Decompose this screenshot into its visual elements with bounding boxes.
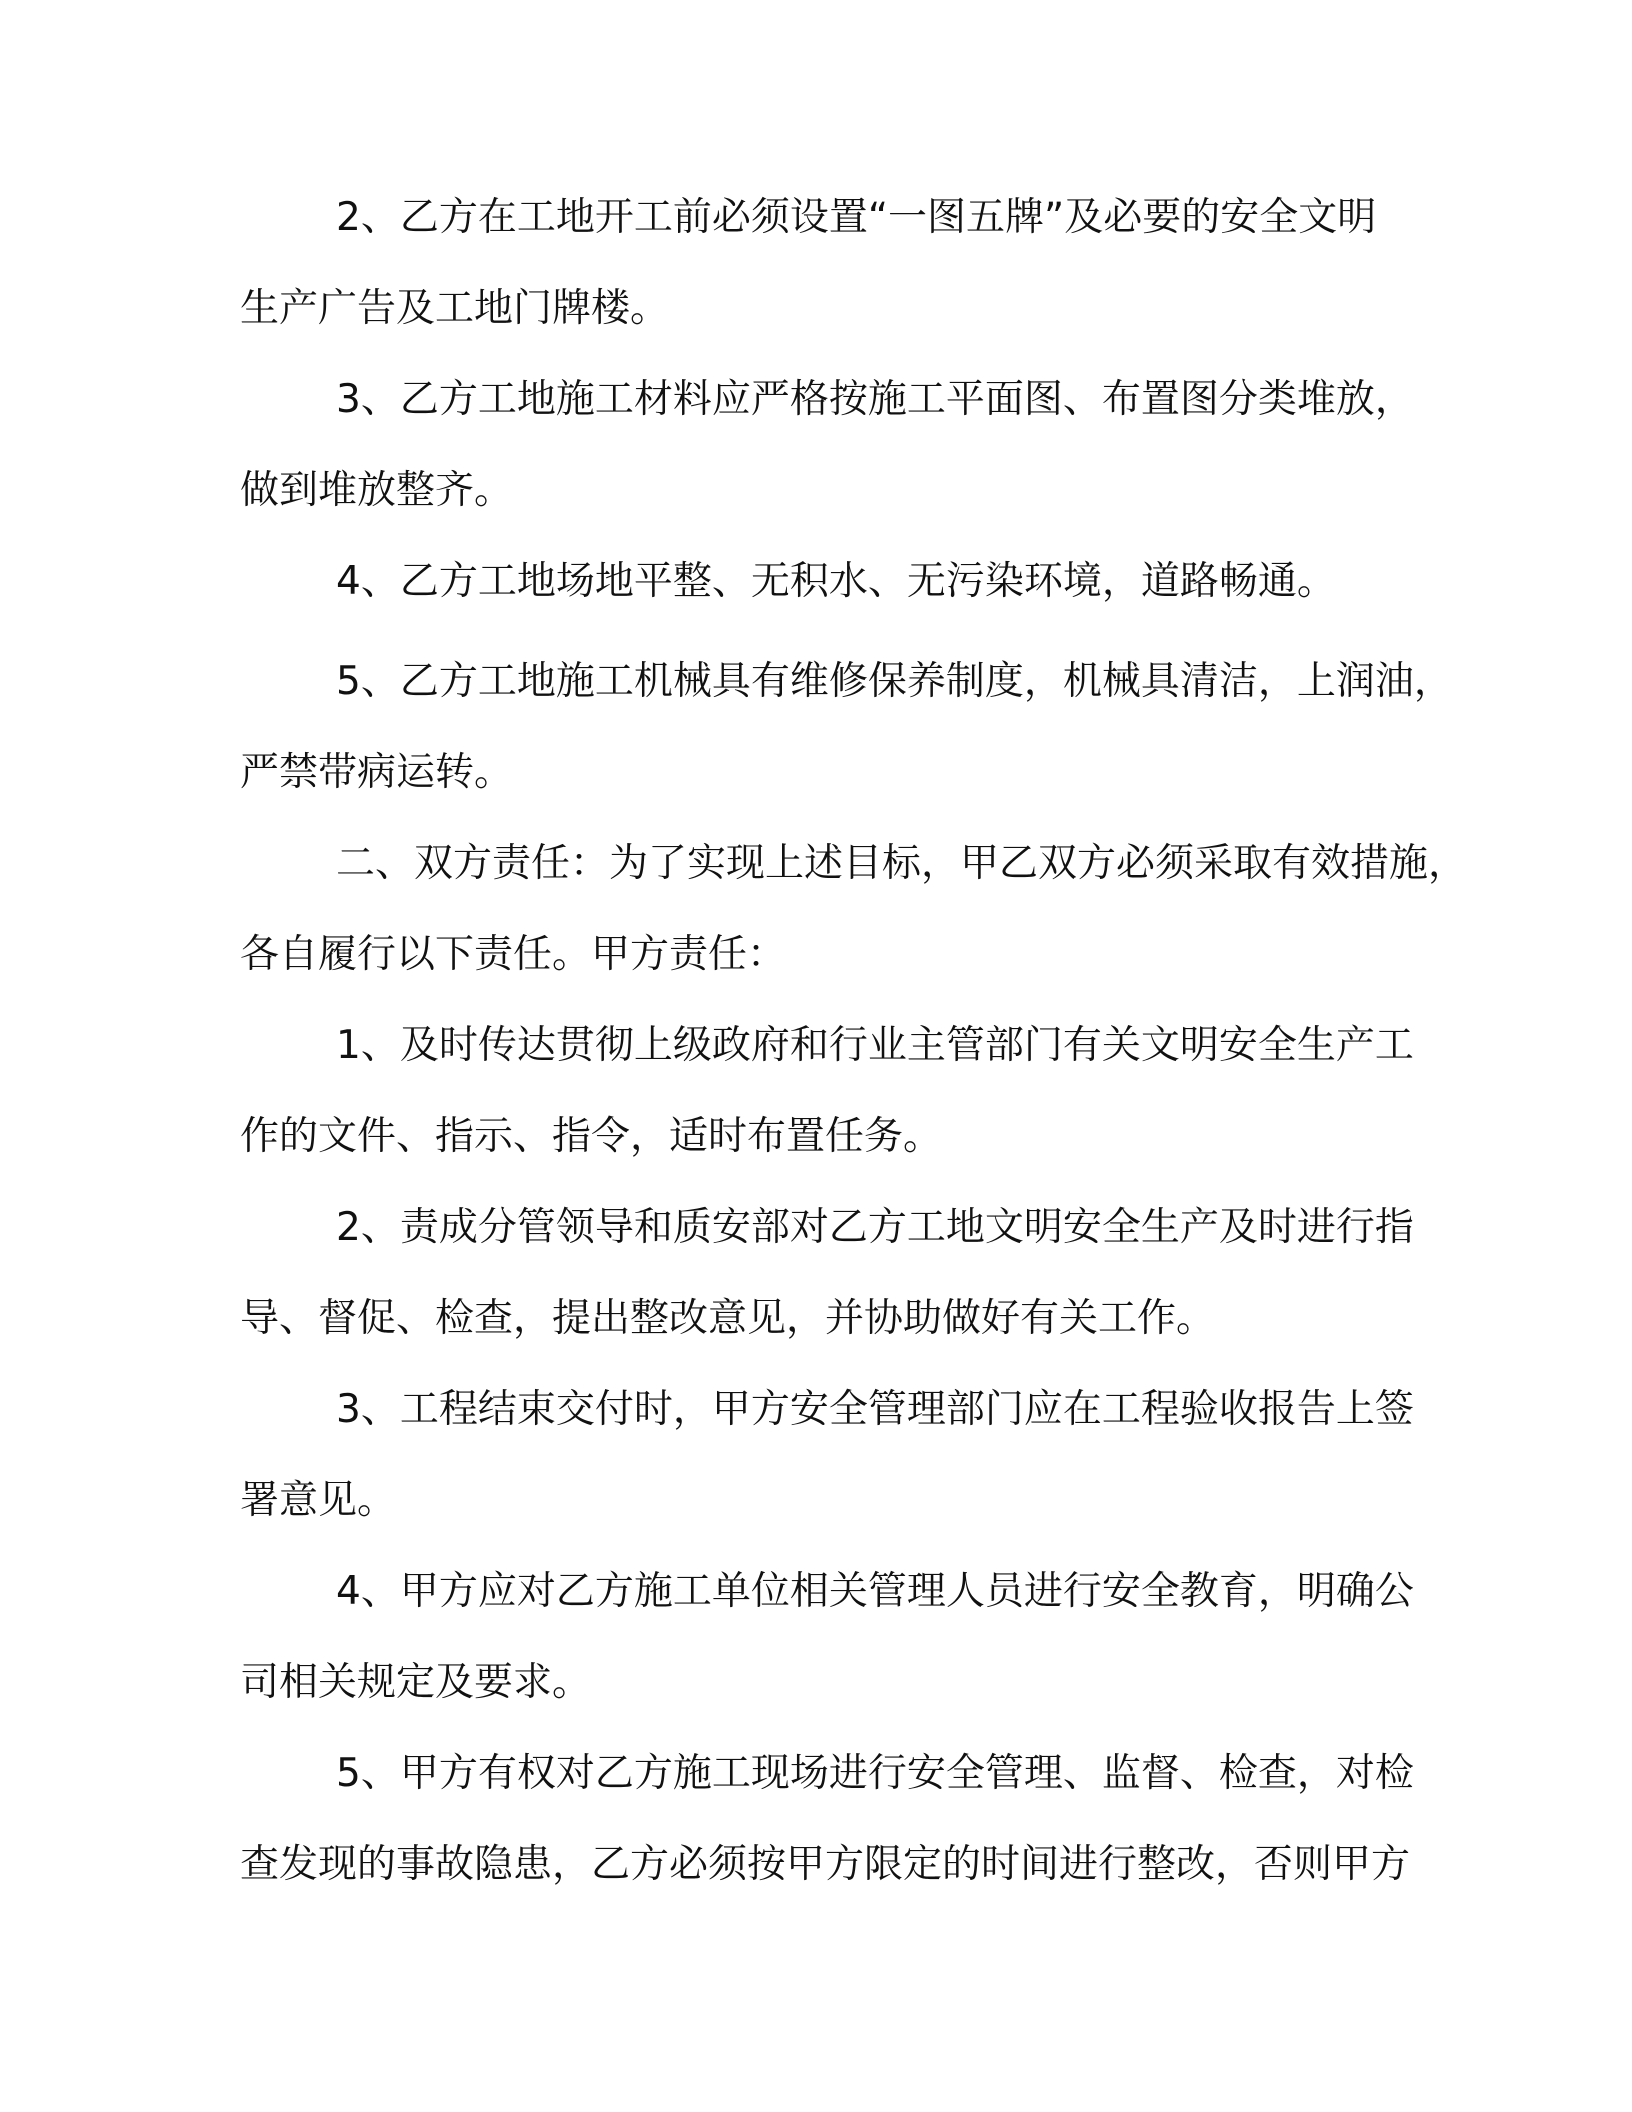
paragraph-line: 查发现的事故隐患，乙方必须按甲方限定的时间进行整改，否则甲方 — [240, 1842, 1411, 1887]
paragraph-jiafang-education — [240, 1546, 1414, 1728]
paragraph-line: 作的文件、指示、指令，适时布置任务。 — [240, 1114, 943, 1159]
paragraph-yifang-materials — [240, 354, 1414, 536]
paragraph-line: 3、乙方工地施工材料应严格按施工平面图、布置图分类堆放， — [336, 377, 1414, 422]
paragraph-line: 2、乙方在工地开工前必须设置“一图五牌”及必要的安全文明 — [336, 195, 1377, 240]
paragraph-line: 5、乙方工地施工机械具有维修保养制度，机械具清洁，上润油， — [336, 659, 1453, 704]
section-heading-mutual-responsibility — [240, 818, 1468, 1000]
paragraph-jiafang-acceptance — [240, 1364, 1414, 1546]
paragraph-line: 导、督促、检查，提出整改意见，并协助做好有关工作。 — [240, 1296, 1216, 1341]
paragraph-line: 3、工程结束交付时，甲方安全管理部门应在工程验收报告上签 — [336, 1387, 1414, 1432]
paragraph-line: 严禁带病运转。 — [240, 750, 514, 795]
paragraph-jiafang-inspection — [240, 1728, 1414, 1910]
paragraph-line: 做到堆放整齐。 — [240, 468, 514, 513]
paragraph-line: 二、双方责任：为了实现上述目标，甲乙双方必须采取有效措施， — [336, 841, 1468, 886]
paragraph-line: 1、及时传达贯彻上级政府和行业主管部门有关文明安全生产工 — [336, 1023, 1414, 1068]
paragraph-jiafang-convey — [240, 1000, 1414, 1182]
paragraph-yifang-site — [240, 536, 1400, 627]
paragraph-jiafang-supervise — [240, 1182, 1414, 1364]
paragraph-line: 5、甲方有权对乙方施工现场进行安全管理、监督、检查，对检 — [336, 1751, 1414, 1796]
paragraph-line: 署意见。 — [240, 1478, 397, 1523]
paragraph-line: 司相关规定及要求。 — [240, 1660, 592, 1705]
paragraph-line: 2、责成分管领导和质安部对乙方工地文明安全生产及时进行指 — [336, 1205, 1414, 1250]
paragraph-yifang-machinery — [240, 636, 1453, 818]
paragraph-line: 各自履行以下责任。甲方责任： — [240, 932, 787, 977]
paragraph-line: 生产广告及工地门牌楼。 — [240, 286, 670, 331]
paragraph-yifang-signage — [240, 172, 1400, 354]
paragraph-line: 4、乙方工地场地平整、无积水、无污染环境，道路畅通。 — [336, 559, 1336, 604]
paragraph-line: 4、甲方应对乙方施工单位相关管理人员进行安全教育，明确公 — [336, 1569, 1414, 1614]
